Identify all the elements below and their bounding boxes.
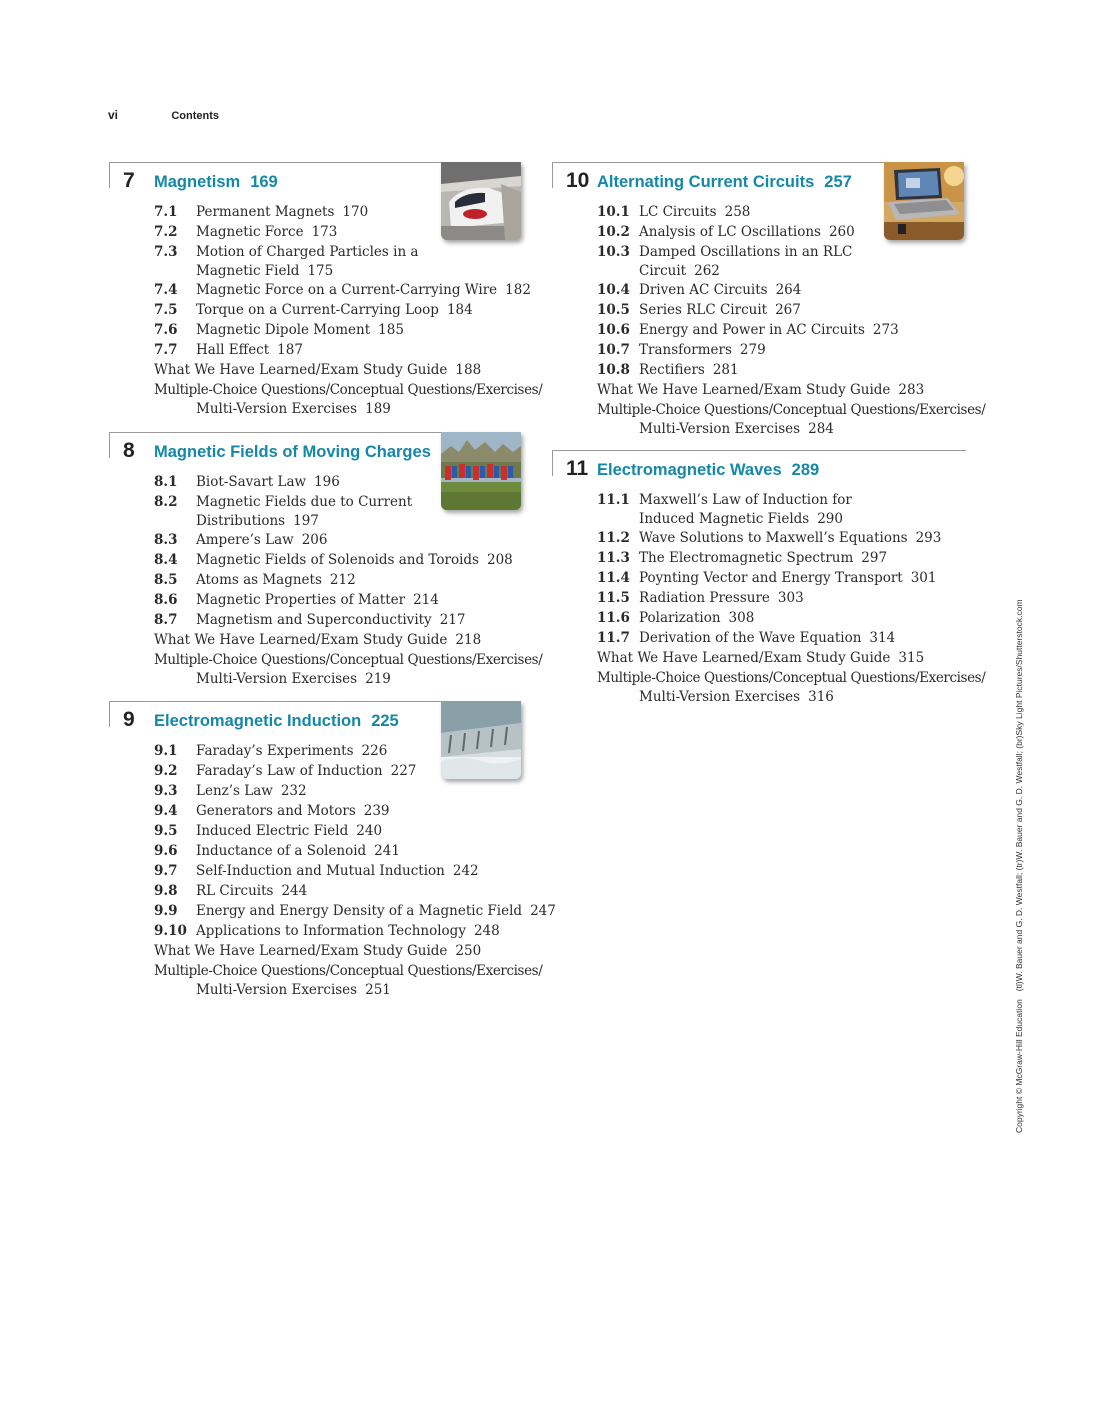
- chapter-rule: [109, 701, 441, 702]
- section-page: 297: [861, 550, 888, 566]
- section-title: The Electromagnetic Spectrum: [639, 550, 854, 566]
- section-title: Magnetic Fields of Solenoids and Toroids: [196, 552, 479, 568]
- section-title-cont: Magnetic Field: [196, 263, 300, 279]
- section-page: 241: [374, 843, 400, 859]
- chapter-11: [552, 450, 986, 705]
- section-page: 247: [530, 903, 556, 919]
- chapter-7: [109, 162, 543, 417]
- section-title-cont: Induced Magnetic Fields: [639, 511, 810, 527]
- section-number: 8.3: [154, 532, 178, 548]
- toc-entry[interactable]: [597, 360, 985, 380]
- section-page: 314: [869, 630, 896, 646]
- exercises-entry-continued[interactable]: [597, 688, 985, 706]
- section-number: 8.7: [154, 612, 178, 628]
- section-page: 197: [293, 513, 319, 529]
- chapter-rule-left: [552, 450, 553, 476]
- chapter-title[interactable]: [597, 173, 852, 192]
- chapter-header: [552, 162, 966, 192]
- summary-page: 218: [455, 632, 482, 648]
- toc-entry[interactable]: [597, 548, 985, 568]
- exercises-title: Multiple-Choice Questions/Conceptual Questions/Exercises/: [154, 382, 543, 398]
- photo-credits: (tl)W. Bauer and G. D. Westfall; (tr)W. Bauer and G. D. Westfall; (br)Sky Light Pictures/Shutterstock.com: [1014, 599, 1024, 992]
- section-title: Derivation of the Wave Equation: [639, 630, 862, 646]
- toc-entry-continued[interactable]: [597, 262, 985, 280]
- section-number: 9.1: [154, 743, 178, 759]
- chapter-title-text: Alternating Current Circuits: [597, 173, 815, 191]
- exercises-page: 251: [365, 982, 391, 998]
- chapter-rule: [109, 432, 441, 433]
- section-number: 11.5: [597, 590, 630, 606]
- toc-entry[interactable]: [154, 242, 542, 262]
- section-number: 7.6: [154, 322, 178, 338]
- exercises-title-cont: Multi-Version Exercises: [639, 689, 801, 705]
- section-title: Induced Electric Field: [196, 823, 349, 839]
- chapter-header: [109, 701, 523, 731]
- toc-entry[interactable]: [597, 280, 985, 300]
- section-number: 10.4: [597, 282, 630, 298]
- section-number: 7.4: [154, 282, 178, 298]
- section-number: 7.5: [154, 302, 178, 318]
- section-title: Wave Solutions to Maxwell’s Equations: [639, 530, 908, 546]
- section-page: 301: [910, 570, 937, 586]
- section-page: 281: [712, 362, 739, 378]
- chapter-number: 11: [566, 457, 589, 480]
- toc-entry[interactable]: [597, 608, 985, 628]
- section-number: 8.6: [154, 592, 178, 608]
- exercises-title: Multiple-Choice Questions/Conceptual Questions/Exercises/: [597, 402, 986, 418]
- section-title: Energy and Energy Density of a Magnetic Field: [196, 903, 523, 919]
- summary-page: 250: [455, 943, 482, 959]
- section-title: Hall Effect: [196, 342, 270, 358]
- exercises-entry[interactable]: [154, 380, 542, 400]
- toc-entry[interactable]: [154, 222, 542, 242]
- section-number: 10.6: [597, 322, 630, 338]
- chapter-9: [109, 701, 556, 998]
- chapter-title[interactable]: [154, 443, 468, 462]
- chapter-page: 289: [791, 461, 820, 479]
- toc-entry[interactable]: [597, 528, 985, 548]
- summary-title: What We Have Learned/Exam Study Guide: [154, 362, 448, 378]
- section-list: [597, 202, 985, 438]
- chapter-number: 7: [123, 169, 135, 192]
- section-number: 11.4: [597, 570, 630, 586]
- section-number: 10.8: [597, 362, 630, 378]
- section-title: Permanent Magnets: [196, 204, 335, 220]
- toc-entry[interactable]: [154, 492, 542, 512]
- exercises-entry[interactable]: [154, 961, 556, 981]
- section-title: Torque on a Current-Carrying Loop: [196, 302, 439, 318]
- section-page: 206: [301, 532, 328, 548]
- toc-entry[interactable]: [154, 841, 556, 861]
- section-page: 214: [413, 592, 439, 608]
- chapter-8: [109, 432, 543, 687]
- section-number: 9.4: [154, 803, 178, 819]
- toc-entry-continued[interactable]: [597, 510, 985, 528]
- section-title: Magnetism and Superconductivity: [196, 612, 432, 628]
- section-page: 303: [777, 590, 804, 606]
- copyright-notice: Copyright © McGraw-Hill Education: [1014, 999, 1024, 1133]
- section-number: 9.7: [154, 863, 178, 879]
- section-number: 7.1: [154, 204, 178, 220]
- chapter-title[interactable]: [154, 712, 399, 731]
- section-number: 8.5: [154, 572, 178, 588]
- section-page: 240: [356, 823, 383, 839]
- section-title: Transformers: [639, 342, 732, 358]
- section-number: 9.5: [154, 823, 178, 839]
- section-list: [154, 202, 542, 418]
- section-number: 7.2: [154, 224, 178, 240]
- section-page: 262: [694, 263, 720, 279]
- chapter-rule: [552, 162, 884, 163]
- section-number: 10.1: [597, 204, 630, 220]
- section-title: Poynting Vector and Energy Transport: [639, 570, 903, 586]
- section-number: 8.2: [154, 494, 178, 510]
- section-number: 7.3: [154, 244, 178, 260]
- toc-entry[interactable]: [154, 921, 556, 941]
- section-title: Driven AC Circuits: [639, 282, 768, 298]
- section-number: 11.6: [597, 610, 630, 626]
- exercises-title-cont: Multi-Version Exercises: [196, 671, 358, 687]
- section-title: Biot-Savart Law: [196, 474, 307, 490]
- toc-entry[interactable]: [154, 881, 556, 901]
- section-number: 7.7: [154, 342, 178, 358]
- toc-entry-continued[interactable]: [154, 262, 542, 280]
- toc-entry[interactable]: [154, 570, 542, 590]
- toc-entry[interactable]: [154, 340, 542, 360]
- section-page: 185: [378, 322, 404, 338]
- section-title: Atoms as Magnets: [196, 572, 322, 588]
- toc-entry[interactable]: [597, 568, 985, 588]
- section-number: 11.1: [597, 492, 630, 508]
- section-title: RL Circuits: [196, 883, 274, 899]
- copyright-credits: [1014, 599, 1024, 1133]
- chapter-header: [109, 162, 523, 192]
- summary-entry[interactable]: [154, 630, 542, 650]
- section-page: 260: [828, 224, 855, 240]
- summary-title: What We Have Learned/Exam Study Guide: [597, 382, 891, 398]
- section-list: [597, 490, 985, 706]
- toc-entry[interactable]: [597, 222, 985, 242]
- section-page: 175: [307, 263, 334, 279]
- section-number: 11.2: [597, 530, 630, 546]
- section-title: Polarization: [639, 610, 721, 626]
- chapter-number: 9: [123, 708, 135, 731]
- exercises-page: 284: [808, 421, 834, 437]
- section-page: 258: [724, 204, 751, 220]
- section-page: 173: [311, 224, 338, 240]
- exercises-entry-continued[interactable]: [154, 400, 542, 418]
- toc-entry[interactable]: [154, 861, 556, 881]
- section-title: Faraday’s Experiments: [196, 743, 354, 759]
- summary-title: What We Have Learned/Exam Study Guide: [154, 632, 448, 648]
- page-folio: vi: [108, 108, 119, 122]
- chapter-header: [552, 450, 966, 480]
- chapter-10: [552, 162, 986, 437]
- section-number: 9.9: [154, 903, 178, 919]
- chapter-title-text: Magnetism: [154, 173, 241, 191]
- chapter-title-text: Electromagnetic Waves: [597, 461, 782, 479]
- section-number: 9.8: [154, 883, 178, 899]
- chapter-rule: [552, 450, 966, 451]
- section-list: [154, 472, 542, 688]
- section-page: 232: [280, 783, 307, 799]
- section-title: Magnetic Dipole Moment: [196, 322, 371, 338]
- exercises-entry[interactable]: [597, 668, 985, 688]
- toc-entry[interactable]: [597, 202, 985, 222]
- section-number: 10.2: [597, 224, 630, 240]
- section-page: 293: [915, 530, 942, 546]
- chapter-title-text: Magnetic Fields of Moving Charges: [154, 443, 431, 461]
- section-list: [154, 741, 556, 999]
- section-page: 244: [281, 883, 308, 899]
- toc-entry[interactable]: [154, 610, 542, 630]
- section-page: 239: [363, 803, 390, 819]
- section-title: Energy and Power in AC Circuits: [639, 322, 865, 338]
- chapter-rule-left: [109, 701, 110, 727]
- summary-page: 315: [898, 650, 925, 666]
- section-title: Self-Induction and Mutual Induction: [196, 863, 445, 879]
- section-number: 8.4: [154, 552, 178, 568]
- exercises-title: Multiple-Choice Questions/Conceptual Questions/Exercises/: [597, 670, 986, 686]
- section-number: 10.7: [597, 342, 630, 358]
- summary-title: What We Have Learned/Exam Study Guide: [154, 943, 448, 959]
- section-page: 264: [775, 282, 802, 298]
- section-number: 9.6: [154, 843, 178, 859]
- exercises-title-cont: Multi-Version Exercises: [196, 982, 358, 998]
- exercises-page: 316: [808, 689, 834, 705]
- toc-entry[interactable]: [154, 202, 542, 222]
- toc-entry[interactable]: [154, 550, 542, 570]
- exercises-page: 189: [365, 401, 391, 417]
- section-title-cont: Distributions: [196, 513, 286, 529]
- summary-page: 188: [455, 362, 482, 378]
- section-number: 9.2: [154, 763, 178, 779]
- section-title: Applications to Information Technology: [196, 923, 466, 939]
- section-page: 273: [872, 322, 899, 338]
- toc-entry[interactable]: [597, 242, 985, 262]
- toc-entry[interactable]: [154, 761, 556, 781]
- section-page: 187: [277, 342, 303, 358]
- chapter-rule-left: [109, 162, 110, 188]
- section-title: Lenz’s Law: [196, 783, 273, 799]
- section-title: Maxwell’s Law of Induction for: [639, 492, 852, 508]
- exercises-entry[interactable]: [597, 400, 985, 420]
- exercises-entry[interactable]: [154, 650, 542, 670]
- running-head: [108, 108, 219, 122]
- toc-entry[interactable]: [154, 741, 556, 761]
- summary-entry[interactable]: [597, 380, 985, 400]
- section-number: 8.1: [154, 474, 178, 490]
- chapter-number: 8: [123, 439, 135, 462]
- section-number: 9.10: [154, 923, 187, 939]
- summary-title: What We Have Learned/Exam Study Guide: [597, 650, 891, 666]
- chapter-page: 225: [371, 712, 399, 730]
- chapter-rule-left: [109, 432, 110, 458]
- toc-entry[interactable]: [154, 472, 542, 492]
- summary-entry[interactable]: [154, 941, 556, 961]
- section-number: 11.7: [597, 630, 630, 646]
- section-page: 196: [314, 474, 340, 490]
- toc-entry[interactable]: [154, 901, 556, 921]
- section-page: 267: [775, 302, 801, 318]
- toc-entry[interactable]: [154, 320, 542, 340]
- section-title: Motion of Charged Particles in a: [196, 244, 419, 260]
- exercises-title-cont: Multi-Version Exercises: [639, 421, 801, 437]
- section-title: LC Circuits: [639, 204, 717, 220]
- section-title: Faraday’s Law of Induction: [196, 763, 383, 779]
- toc-entry[interactable]: [154, 300, 542, 320]
- toc-entry[interactable]: [597, 588, 985, 608]
- summary-entry[interactable]: [154, 360, 542, 380]
- exercises-entry-continued[interactable]: [597, 420, 985, 438]
- chapter-page: 169: [250, 173, 278, 191]
- chapter-number: 10: [566, 169, 590, 192]
- toc-entry-continued[interactable]: [154, 512, 542, 530]
- section-number: 10.5: [597, 302, 630, 318]
- chapter-header: [109, 432, 523, 462]
- section-title: Inductance of a Solenoid: [196, 843, 367, 859]
- exercises-title-cont: Multi-Version Exercises: [196, 401, 358, 417]
- section-page: 248: [473, 923, 500, 939]
- section-page: 227: [390, 763, 417, 779]
- section-number: 9.3: [154, 783, 178, 799]
- toc-entry[interactable]: [154, 530, 542, 550]
- section-title: Generators and Motors: [196, 803, 356, 819]
- toc-entry[interactable]: [154, 781, 556, 801]
- section-title: Magnetic Properties of Matter: [196, 592, 406, 608]
- summary-page: 283: [898, 382, 925, 398]
- toc-entry[interactable]: [597, 490, 985, 510]
- exercises-entry-continued[interactable]: [154, 670, 542, 688]
- chapter-title[interactable]: [597, 461, 819, 480]
- section-page: 170: [342, 204, 369, 220]
- section-page: 226: [361, 743, 388, 759]
- section-title: Analysis of LC Oscillations: [639, 224, 821, 240]
- summary-entry[interactable]: [597, 648, 985, 668]
- section-title: Magnetic Force on a Current-Carrying Wire: [196, 282, 498, 298]
- section-title-cont: Circuit: [639, 263, 687, 279]
- toc-entry[interactable]: [597, 320, 985, 340]
- toc-entry[interactable]: [154, 280, 542, 300]
- toc-entry[interactable]: [597, 340, 985, 360]
- exercises-entry-continued[interactable]: [154, 981, 556, 999]
- section-page: 279: [739, 342, 766, 358]
- chapter-title-text: Electromagnetic Induction: [154, 712, 362, 730]
- section-page: 212: [329, 572, 356, 588]
- chapter-title[interactable]: [154, 173, 278, 192]
- section-number: 10.3: [597, 244, 630, 260]
- section-page: 182: [505, 282, 531, 298]
- chapter-page: 257: [824, 173, 852, 191]
- chapter-rule: [109, 162, 441, 163]
- toc-entry[interactable]: [154, 801, 556, 821]
- section-title: Magnetic Force: [196, 224, 304, 240]
- exercises-page: 219: [365, 671, 391, 687]
- section-title: Rectifiers: [639, 362, 705, 378]
- section-page: 217: [439, 612, 466, 628]
- toc-entry[interactable]: [154, 590, 542, 610]
- chapter-rule-left: [552, 162, 553, 188]
- running-title: Contents: [171, 110, 220, 122]
- section-page: 308: [728, 610, 755, 626]
- toc-entry[interactable]: [597, 628, 985, 648]
- section-title: Damped Oscillations in an RLC: [639, 244, 853, 260]
- section-title: Ampere’s Law: [196, 532, 294, 548]
- section-page: 290: [817, 511, 843, 527]
- section-page: 242: [452, 863, 479, 879]
- toc-entry[interactable]: [597, 300, 985, 320]
- section-title: Magnetic Fields due to Current: [196, 494, 413, 510]
- section-title: Series RLC Circuit: [639, 302, 768, 318]
- exercises-title: Multiple-Choice Questions/Conceptual Questions/Exercises/: [154, 652, 543, 668]
- toc-entry[interactable]: [154, 821, 556, 841]
- section-page: 184: [446, 302, 473, 318]
- section-page: 208: [486, 552, 513, 568]
- section-number: 11.3: [597, 550, 630, 566]
- section-title: Radiation Pressure: [639, 590, 770, 606]
- exercises-title: Multiple-Choice Questions/Conceptual Questions/Exercises/: [154, 963, 543, 979]
